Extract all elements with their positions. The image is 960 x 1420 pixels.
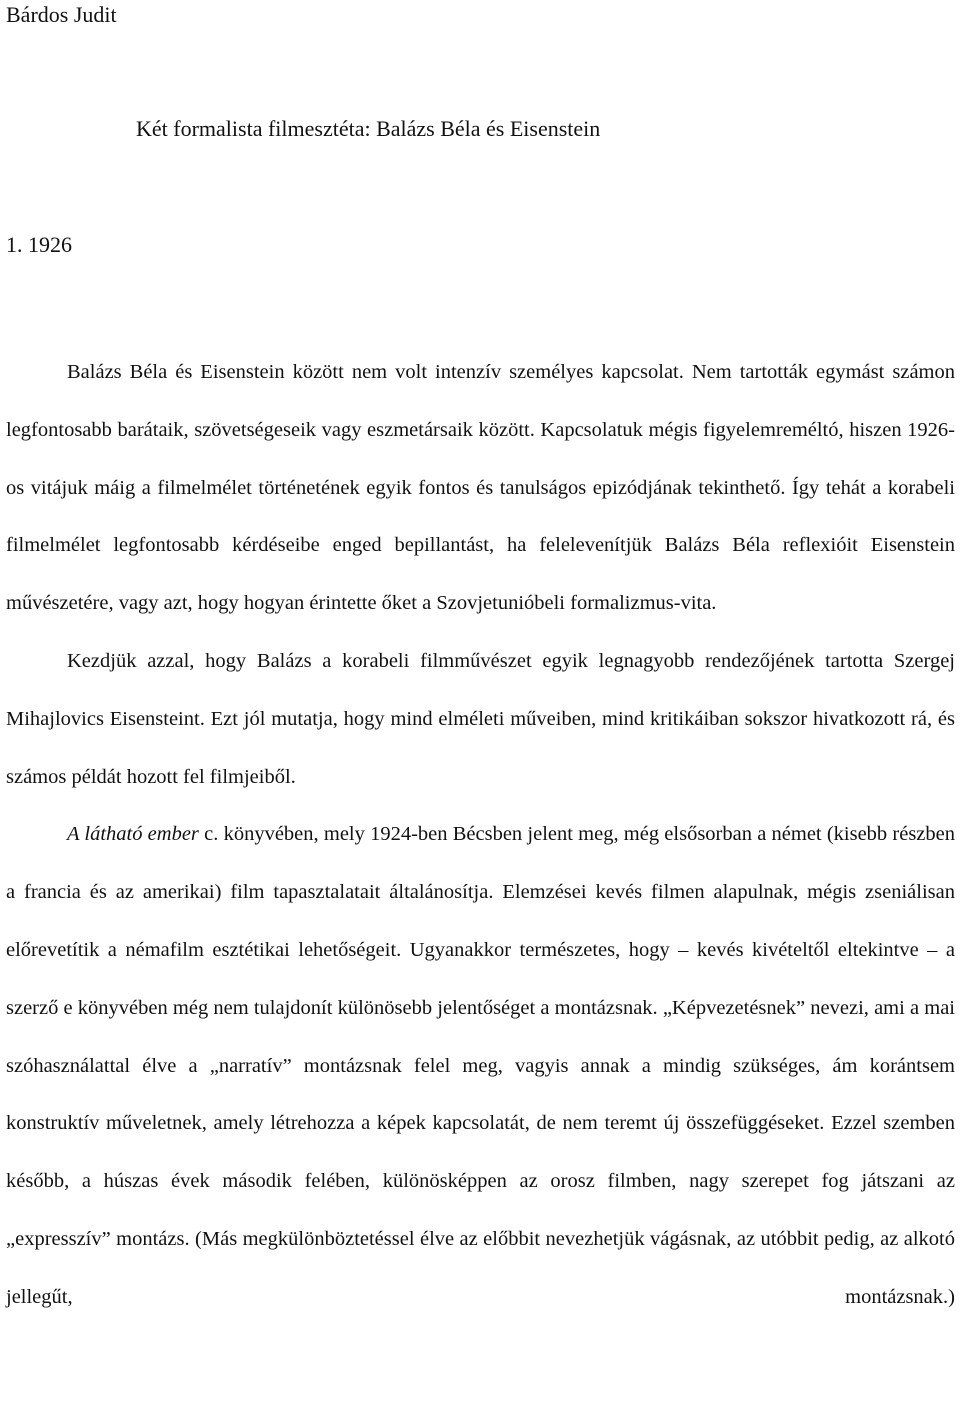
body-text	[6, 344, 955, 1327]
book-title: A látható ember	[67, 823, 199, 846]
paragraph: Kezdjük azzal, hogy Balázs a korabeli filmművészet egyik legnagyobb rendezőjének tartotta Szergej Mihajlovics Eisensteint. Ezt jól mutatja, hogy mind elméleti műveiben, mind kritikáiban sokszor hivatkozott rá, és számos példát hozott fel filmjeiből.	[6, 649, 955, 788]
section-heading: 1. 1926	[6, 232, 72, 257]
document-title: Két formalista filmesztéta: Balázs Béla és Eisenstein	[136, 116, 601, 141]
paragraph: Balázs Béla és Eisenstein között nem volt intenzív személyes kapcsolat. Nem tartották egymást számon legfontosabb barátaik, szövetségeseik vagy eszmetársaik között. Kapcsolatuk mégis figyelemreméltó, hiszen 1926-os vitájuk máig a filmelmélet történetének egyik fontos és tanulságos epizódjának tekinthető. Így tehát a korabeli filmelmélet legfontosabb kérdéseibe enged bepillantást, ha felelevenítjük Balázs Béla reflexióit Eisenstein művészetére, vagy azt, hogy hogyan érintette őket a Szovjetunióbeli formalizmus-vita.	[6, 361, 955, 615]
author-name: Bárdos Judit	[6, 2, 117, 27]
paragraph	[6, 806, 955, 1326]
paragraph-text: c. könyvében, mely 1924-ben Bécsben jelent meg, még elsősorban a német (kisebb részben a francia és az amerikai) film tapasztalatait általánosítja. Elemzései kevés filmen alapulnak, mégis zseniálisan előrevetítik a némafilm esztétikai lehetőségeit. Ugyanakkor természetes, hogy – kevés kivételtől eltekintve – a szerző e könyvében még nem tulajdonít különösebb jelentőséget a montázsnak. „Képvezetésnek” nevezi, ami a mai szóhasználattal élve a „narratív” montázsnak felel meg, vagyis annak a mindig szükséges, ám korántsem konstruktív műveletnek, amely létrehozza a képek kapcsolatát, de nem teremt új összefüggéseket. Ezzel szemben később, a húszas évek második felében, különösképpen az orosz filmben, nagy szerepet fog játszani az „expresszív” montázs. (Más megkülönböztetéssel élve az előbbit nevezhetjük vágásnak, az utóbbit pedig, az alkotó jellegűt, montázsnak.)	[6, 823, 956, 1308]
